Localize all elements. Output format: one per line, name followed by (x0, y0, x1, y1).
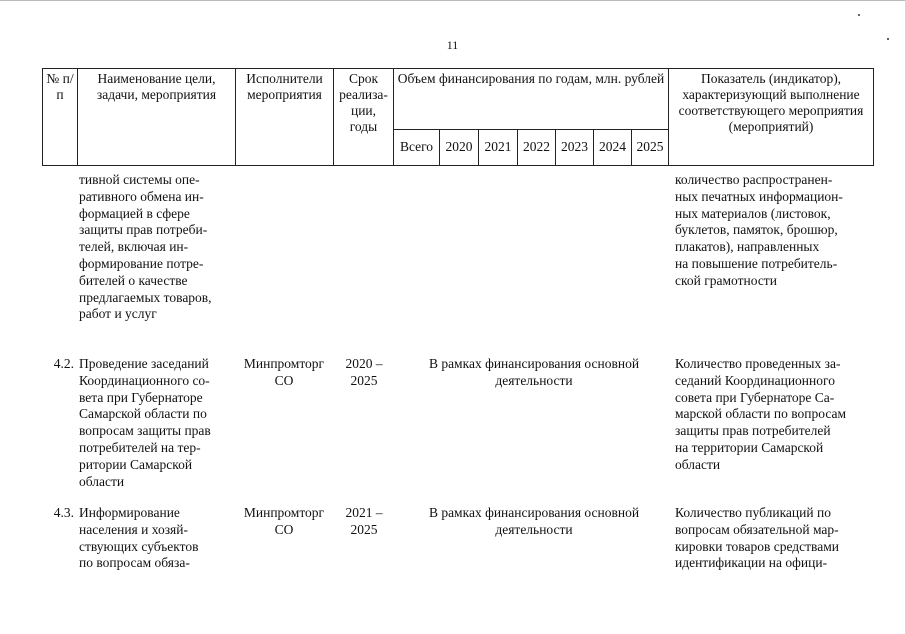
text-line: плакатов), направленных (675, 239, 820, 255)
text-line: 2020 – (345, 356, 383, 371)
text-line: В рамках финансирования основной (428, 505, 640, 520)
header-term: Срок реализа-ции, годы (334, 69, 394, 166)
text-line: седаний Координационного (675, 372, 835, 388)
text-line: бителей о качестве (79, 272, 188, 288)
text-line: Количество публикаций по (675, 505, 831, 520)
text-line: ных печатных информацион- (675, 188, 843, 204)
text-line: буклетов, памяток, брошюр, (675, 222, 838, 238)
text-line: 2021 – (345, 505, 383, 520)
header-total: Всего (394, 129, 440, 165)
text-line: защиты прав потребителей (675, 423, 831, 439)
header-year: 2025 (632, 129, 669, 165)
header-year: 2023 (556, 129, 594, 165)
text-line: кировки товаров средствами (675, 538, 839, 554)
text-line: предлагаемых товаров, (79, 289, 212, 305)
row-continuation-indicator (675, 172, 868, 290)
row-4-3-num: 4.3. (53, 505, 74, 520)
text-line: по вопросам обяза- (79, 555, 190, 571)
text-line: формацией в сфере (79, 205, 190, 221)
row-4-2-indicator (675, 356, 868, 474)
text-line: потребителей на тер- (79, 439, 201, 455)
row-4-3-indicator (675, 505, 868, 572)
text-line: В рамках финансирования основной (428, 356, 640, 371)
row-4-2-num: 4.2. (53, 356, 74, 371)
text-line: работ и услуг (79, 306, 157, 322)
text-line: населения и хозяй- (79, 521, 188, 537)
text-line: ритории Самарской (79, 456, 193, 472)
text-line: количество распространен- (675, 172, 833, 187)
text-line: Информирование (79, 505, 180, 520)
text-line: СО (274, 372, 294, 388)
header-num: № п/п (43, 69, 78, 166)
text-line: ской грамотности (675, 272, 777, 288)
text-line: 2025 (350, 372, 378, 388)
header-executors: Исполнители мероприятия (236, 69, 334, 166)
text-line: вопросам обязательной мар- (675, 521, 839, 537)
text-line: Самарской области по (79, 406, 207, 422)
row-4-3-executor (236, 505, 332, 539)
header-name: Наименование цели, задачи, мероприятия (78, 69, 236, 166)
row-4-2-executor (236, 356, 332, 390)
text-line: вета при Губернаторе (79, 389, 203, 405)
text-line: Проведение заседаний (79, 356, 209, 371)
text-line: области (675, 456, 721, 472)
text-line: марской области по вопросам (675, 406, 847, 422)
text-line: тивной системы опе- (79, 172, 200, 187)
text-line: 2025 (350, 521, 378, 537)
scan-speck (858, 14, 860, 16)
text-line: идентификации на офици- (675, 555, 828, 571)
header-year: 2024 (594, 129, 632, 165)
row-4-3-name (79, 505, 232, 572)
text-line: ных материалов (листовок, (675, 205, 831, 221)
top-border-line (0, 0, 905, 1)
row-4-2-funding (398, 356, 670, 390)
row-continuation-name (79, 172, 232, 323)
text-line: Минпромторг (243, 356, 325, 371)
text-line: совета при Губернаторе Са- (675, 389, 835, 405)
header-funding: Объем финансирования по годам, млн. рублей (394, 69, 669, 130)
text-line: Количество проведенных за- (675, 356, 841, 371)
text-line: формирование потре- (79, 255, 204, 271)
header-year: 2021 (479, 129, 518, 165)
row-4-2-term (334, 356, 394, 390)
text-line: Координационного со- (79, 372, 210, 388)
text-line: СО (274, 521, 294, 537)
text-line: телей, включая ин- (79, 239, 189, 255)
row-4-3-funding (398, 505, 670, 539)
text-line: деятельности (495, 372, 573, 388)
text-line: вопросам защиты прав (79, 423, 211, 439)
text-line: Минпромторг (243, 505, 325, 520)
page-number: 11 (446, 38, 459, 52)
text-line: деятельности (495, 521, 573, 537)
table-header (42, 68, 874, 166)
row-4-3-term (334, 505, 394, 539)
row-4-2-name (79, 356, 232, 490)
text-line: на повышение потребитель- (675, 255, 838, 271)
text-line: защиты прав потреби- (79, 222, 208, 238)
header-year: 2022 (518, 129, 556, 165)
text-line: ствующих субъектов (79, 538, 199, 554)
text-line: на территории Самарской (675, 439, 824, 455)
text-line: области (79, 473, 125, 489)
text-line: ративного обмена ин- (79, 188, 204, 204)
header-year: 2020 (440, 129, 479, 165)
header-indicator: Показатель (индикатор), характеризующий выполнение соответствующего мероприятия (мероприятий) (669, 69, 874, 166)
